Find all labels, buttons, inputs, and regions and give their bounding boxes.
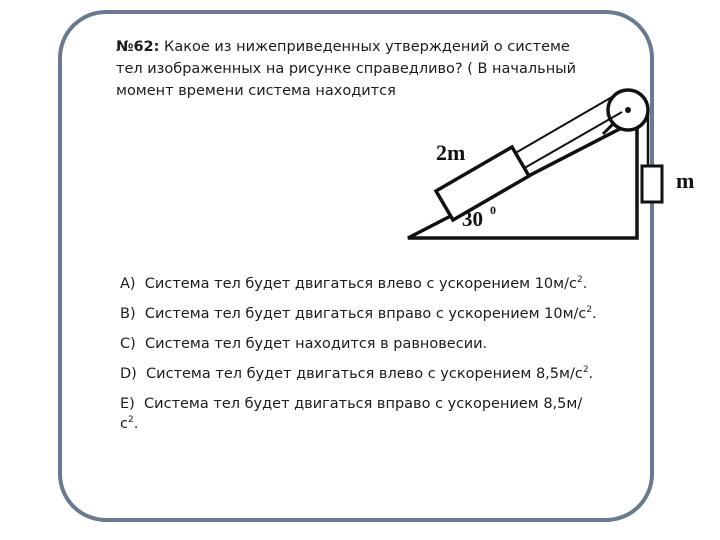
- answer-b-label: B): [120, 306, 136, 322]
- answer-b: [120, 304, 600, 324]
- answer-e: [120, 394, 600, 434]
- question-number: №62:: [116, 39, 160, 55]
- answer-b-sup: 2: [586, 305, 593, 316]
- answer-d-text: Система тел будет двигаться влево с ускорением 8,5м/с: [146, 366, 583, 382]
- answer-c-text: Система тел будет находится в равновесии.: [145, 336, 488, 352]
- answer-e-tail: .: [133, 416, 139, 432]
- answer-a: [120, 274, 600, 294]
- answer-a-sup: 2: [576, 275, 583, 286]
- answer-b-tail: .: [592, 306, 597, 322]
- answer-e-sup: 2: [127, 415, 134, 426]
- question-body: Какое из нижеприведенных утверждений о системе тел изображенных на рисунке справедливо? ( В начальный момент времени система находится: [116, 39, 577, 99]
- label-2m: 2m: [436, 140, 466, 165]
- answer-list: [120, 274, 600, 444]
- answer-c: [120, 334, 600, 354]
- pulley-axle: [625, 107, 631, 113]
- answer-d: [120, 364, 600, 384]
- answer-a-text: Система тел будет двигаться влево с ускорением 10м/с: [144, 276, 577, 292]
- answer-e-text: Система тел будет двигаться вправо с ускорением 8,5м/с: [120, 396, 583, 432]
- label-angle: 30: [462, 207, 483, 231]
- label-angle-degree: 0: [490, 203, 496, 217]
- answer-a-label: A): [120, 276, 136, 292]
- answer-c-label: C): [120, 336, 136, 352]
- answer-a-tail: .: [582, 276, 588, 292]
- block-m: [642, 166, 662, 202]
- answer-d-tail: .: [588, 366, 594, 382]
- answer-b-text: Система тел будет двигаться вправо с ускорением 10м/с: [144, 306, 587, 322]
- answer-d-label: D): [120, 366, 137, 382]
- answer-d-sup: 2: [582, 365, 589, 376]
- answer-e-label: E): [120, 396, 135, 412]
- label-m: m: [676, 168, 695, 193]
